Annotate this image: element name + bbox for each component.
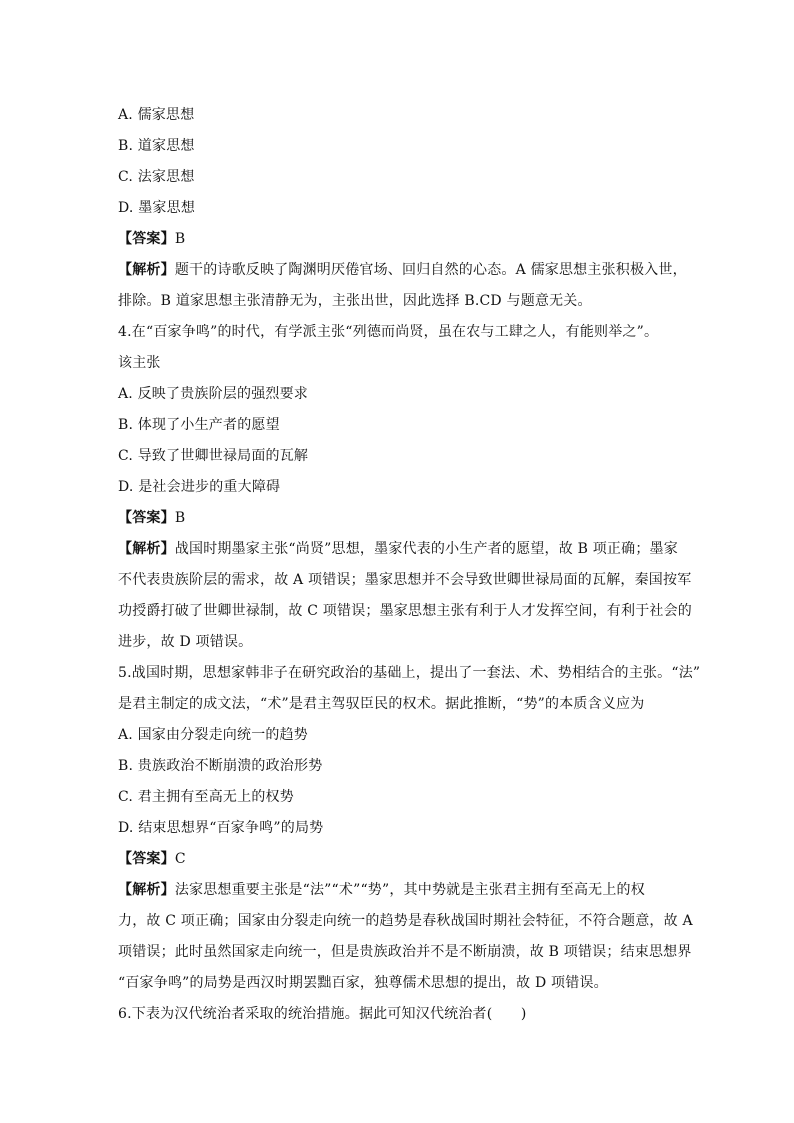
q6-stem: [118, 999, 684, 1030]
question-stem-line: 6.下表为汉代统治者采取的统治措施。据此可知汉代统治者( ): [118, 1006, 527, 1022]
q3-options: [118, 100, 684, 224]
q3-option-d: D. 墨家思想: [118, 200, 196, 216]
answer-value: B: [174, 510, 186, 526]
question-stem-line: 4.在“百家争鸣”的时代，有学派主张“列德而尚贤，虽在农与工肆之人，有能则举之”。: [118, 324, 659, 340]
q4-option-b: B. 体现了小生产者的愿望: [118, 417, 280, 433]
answer-value: B: [174, 231, 186, 247]
q5-stem: [118, 658, 701, 720]
q3-analysis: [118, 255, 687, 317]
answer-tag: 【答案】: [118, 851, 175, 867]
q4-option-a: A. 反映了贵族阶层的强烈要求: [118, 386, 309, 402]
analysis-line: 战国时期墨家主张“尚贤”思想，墨家代表的小生产者的愿望，故 B 项正确；墨家: [174, 541, 678, 557]
q3-answer: [118, 224, 684, 255]
analysis-line: 进步，故 D 项错误。: [118, 634, 253, 650]
q3-option-b: B. 道家思想: [118, 138, 195, 154]
q4-options: [118, 379, 684, 503]
q5-analysis: [118, 875, 693, 999]
q4-stem: [118, 317, 684, 379]
q5-option-a: A. 国家由分裂走向统一的趋势: [118, 727, 309, 743]
analysis-line: 力，故 C 项正确；国家由分裂走向统一的趋势是春秋战国时期社会特征，不符合题意，故 A: [118, 913, 693, 929]
q4-answer: [118, 503, 684, 534]
document-page: [118, 100, 701, 1030]
q5-answer: [118, 844, 684, 875]
q4-analysis: [118, 534, 693, 658]
analysis-line: 功授爵打破了世卿世禄制，故 C 项错误；墨家思想主张有利于人才发挥空间，有利于社会的: [118, 603, 693, 619]
q5-options: [118, 720, 684, 844]
answer-tag: 【答案】: [118, 231, 175, 247]
question-stem-line: 是君主制定的成文法，“术”是君主驾驭臣民的权术。据此推断，“势”的本质含义应为: [118, 696, 645, 712]
q5-option-d: D. 结束思想界“百家争鸣”的局势: [118, 820, 324, 836]
analysis-line: 不代表贵族阶层的需求，故 A 项错误；墨家思想并不会导致世卿世禄局面的瓦解，秦国按军: [118, 572, 692, 588]
answer-tag: 【答案】: [118, 510, 175, 526]
q3-option-c: C. 法家思想: [118, 169, 195, 185]
q5-option-c: C. 君主拥有至高无上的权势: [118, 789, 294, 805]
analysis-line: 排除。B 道家思想主张清静无为，主张出世，因此选择 B.CD 与题意无关。: [118, 293, 592, 309]
q4-option-d: D. 是社会进步的重大障碍: [118, 479, 281, 495]
analysis-line: 项错误；此时虽然国家走向统一，但是贵族政治并不是不断崩溃，故 B 项错误；结束思想界: [118, 944, 692, 960]
q5-option-b: B. 贵族政治不断崩溃的政治形势: [118, 758, 323, 774]
answer-value: C: [174, 851, 186, 867]
analysis-line: “百家争鸣”的局势是西汉时期罢黜百家，独尊儒术思想的提出，故 D 项错误。: [118, 975, 608, 991]
q3-option-a: A. 儒家思想: [118, 107, 195, 123]
question-stem-line: 5.战国时期，思想家韩非子在研究政治的基础上，提出了一套法、术、势相结合的主张。“法”: [118, 665, 701, 681]
analysis-line: 题干的诗歌反映了陶渊明厌倦官场、回归自然的心态。A 儒家思想主张积极入世，: [174, 262, 687, 278]
q4-option-c: C. 导致了世卿世禄局面的瓦解: [118, 448, 309, 464]
analysis-tag: 【解析】: [118, 882, 175, 898]
analysis-tag: 【解析】: [118, 262, 175, 278]
analysis-line: 法家思想重要主张是“法”“术”“势”，其中势就是主张君主拥有至高无上的权: [174, 882, 645, 898]
analysis-tag: 【解析】: [118, 541, 175, 557]
question-stem-line: 该主张: [118, 355, 161, 371]
